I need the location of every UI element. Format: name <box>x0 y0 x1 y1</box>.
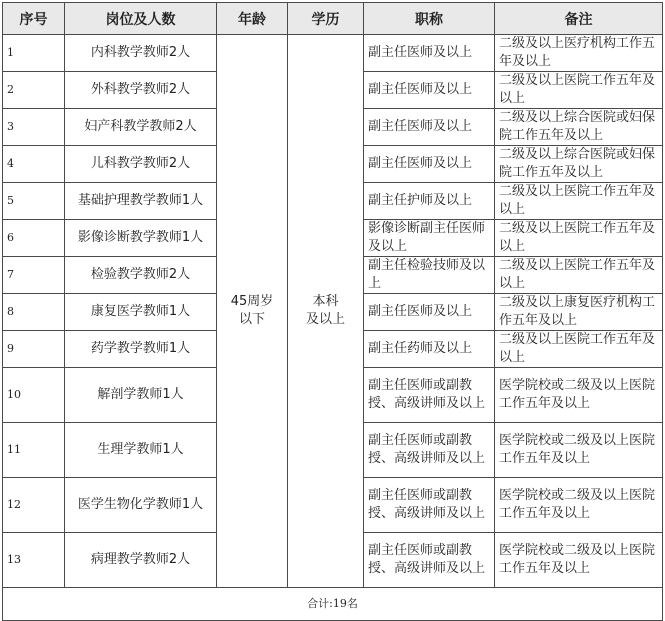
row-no: 3 <box>3 109 65 146</box>
row-post: 药学教学教师1人 <box>65 331 217 368</box>
row-post: 解剖学教师1人 <box>65 368 217 423</box>
row-no: 2 <box>3 72 65 109</box>
row-note: 二级及以上医院工作五年及以上 <box>495 257 663 294</box>
row-no: 1 <box>3 35 65 72</box>
header-no: 序号 <box>3 3 65 35</box>
row-no: 11 <box>3 423 65 478</box>
header-title: 职称 <box>364 3 495 35</box>
row-post: 儿科教学教师2人 <box>65 146 217 183</box>
row-post: 医学生物化学教师1人 <box>65 478 217 533</box>
row-note: 医学院校或二级及以上医院工作五年及以上 <box>495 533 663 588</box>
education-requirement: 本科 及以上 <box>288 35 364 588</box>
row-no: 5 <box>3 183 65 220</box>
row-post: 基础护理教学教师1人 <box>65 183 217 220</box>
row-note: 医学院校或二级及以上医院工作五年及以上 <box>495 478 663 533</box>
row-post: 生理学教师1人 <box>65 423 217 478</box>
row-note: 二级及以上综合医院或妇保院工作五年及以上 <box>495 146 663 183</box>
row-post: 检验教学教师2人 <box>65 257 217 294</box>
row-title: 副主任医师或副教授、高级讲师及以上 <box>364 368 495 423</box>
row-no: 4 <box>3 146 65 183</box>
header-row <box>3 3 663 35</box>
row-title: 副主任检验技师及以上 <box>364 257 495 294</box>
row-post: 妇产科教学教师2人 <box>65 109 217 146</box>
row-title: 副主任药师及以上 <box>364 331 495 368</box>
total-row <box>3 588 663 621</box>
row-note: 二级及以上医院工作五年及以上 <box>495 72 663 109</box>
header-note: 备注 <box>495 3 663 35</box>
row-note: 二级及以上医院工作五年及以上 <box>495 220 663 257</box>
row-no: 10 <box>3 368 65 423</box>
row-title: 副主任护师及以上 <box>364 183 495 220</box>
row-title: 影像诊断副主任医师及以上 <box>364 220 495 257</box>
row-note: 医学院校或二级及以上医院工作五年及以上 <box>495 423 663 478</box>
total-count: 合计:19名 <box>3 588 663 621</box>
row-no: 12 <box>3 478 65 533</box>
row-note: 二级及以上康复医疗机构工作五年及以上 <box>495 294 663 331</box>
row-post: 影像诊断教学教师1人 <box>65 220 217 257</box>
header-education: 学历 <box>288 3 364 35</box>
row-no: 9 <box>3 331 65 368</box>
row-note: 二级及以上医院工作五年及以上 <box>495 183 663 220</box>
row-note: 二级及以上医院工作五年及以上 <box>495 331 663 368</box>
row-title: 副主任医师或副教授、高级讲师及以上 <box>364 423 495 478</box>
row-title: 副主任医师及以上 <box>364 146 495 183</box>
row-no: 8 <box>3 294 65 331</box>
row-post: 病理教学教师2人 <box>65 533 217 588</box>
row-post: 康复医学教师1人 <box>65 294 217 331</box>
row-no: 7 <box>3 257 65 294</box>
row-no: 13 <box>3 533 65 588</box>
row-note: 二级及以上医疗机构工作五年及以上 <box>495 35 663 72</box>
age-requirement: 45周岁 以下 <box>217 35 288 588</box>
header-post: 岗位及人数 <box>65 3 217 35</box>
row-title: 副主任医师或副教授、高级讲师及以上 <box>364 533 495 588</box>
row-title: 副主任医师及以上 <box>364 294 495 331</box>
row-note: 医学院校或二级及以上医院工作五年及以上 <box>495 368 663 423</box>
recruitment-table <box>2 2 663 621</box>
header-age: 年龄 <box>217 3 288 35</box>
row-title: 副主任医师及以上 <box>364 109 495 146</box>
row-title: 副主任医师及以上 <box>364 35 495 72</box>
table-row <box>3 35 663 72</box>
row-post: 内科教学教师2人 <box>65 35 217 72</box>
row-no: 6 <box>3 220 65 257</box>
row-title: 副主任医师或副教授、高级讲师及以上 <box>364 478 495 533</box>
row-title: 副主任医师及以上 <box>364 72 495 109</box>
row-post: 外科教学教师2人 <box>65 72 217 109</box>
row-note: 二级及以上综合医院或妇保院工作五年及以上 <box>495 109 663 146</box>
